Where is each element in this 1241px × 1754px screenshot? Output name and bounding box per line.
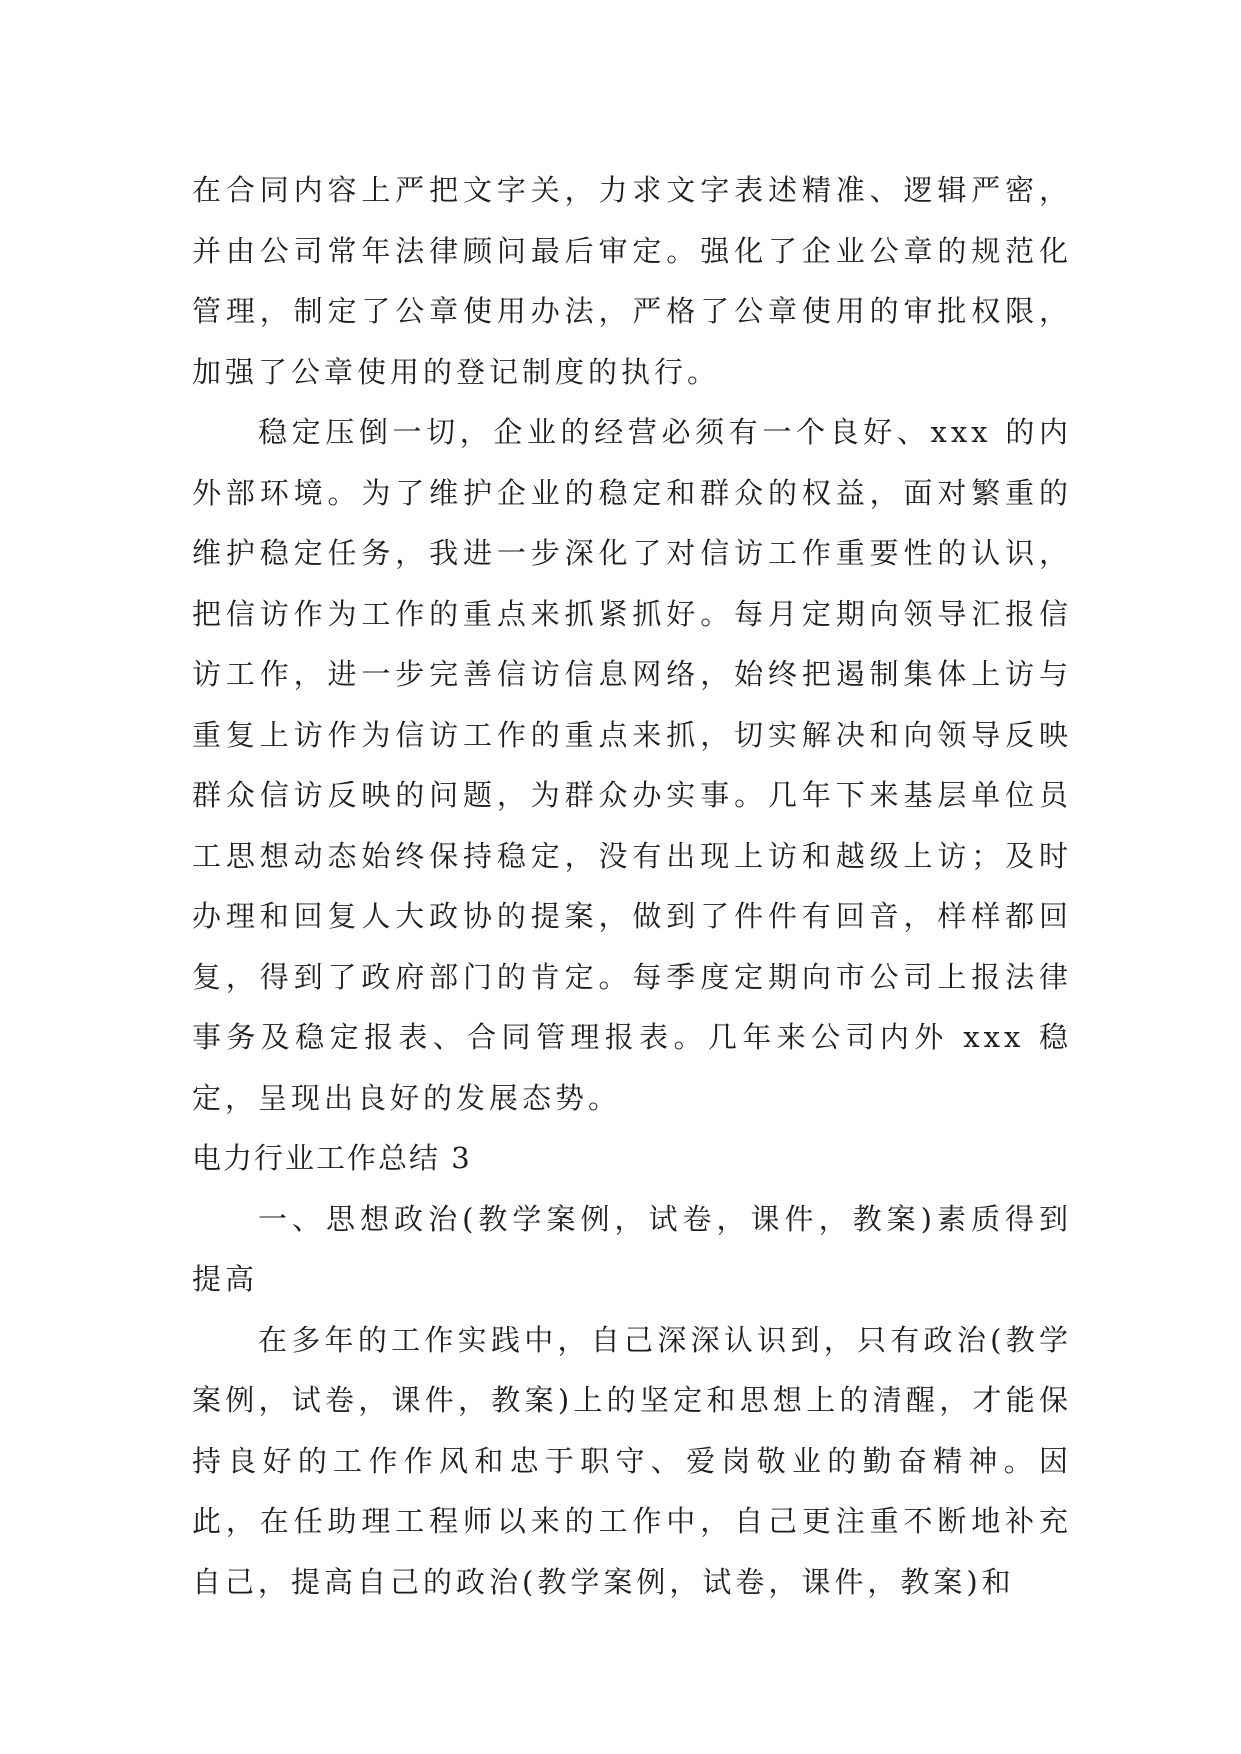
paragraph-stability: 稳定压倒一切，企业的经营必须有一个良好、xxx 的内外部环境。为了维护企业的稳定和群众的权益，面对繁重的维护稳定任务，我进一步深化了对信访工作重要性的认识，把信访作为工作的重点来抓紧抓好。每月定期向领导汇报信访工作，进一步完善信访信息网络，始终把遏制集体上访与重复上访作为信访工作的重点来抓，切实解决和向领导反映群众信访反映的问题，为群众办实事。几年下来基层单位员工思想动态始终保持稳定，没有出现上访和越级上访；及时办理和回复人大政协的提案，做到了件件有回音，样样都回复，得到了政府部门的肯定。每季度定期向市公司上报法律事务及稳定报表、合同管理报表。几年来公司内外 xxx 稳定，呈现出良好的发展态势。 xyxy=(192,415,1072,1115)
paragraph-work-practice: 在多年的工作实践中，自己深深认识到，只有政治(教学案例，试卷，课件，教案)上的坚定和思想上的清醒，才能保持良好的工作作风和忠于职守、爱岗敬业的勤奋精神。因此，在任助理工程师以来的工作中，自己更注重不断地补充自己，提高自己的政治(教学案例，试卷，课件，教案)和 xyxy=(192,1322,1072,1599)
document-body xyxy=(192,160,1072,1612)
paragraph-contract-review: 在合同内容上严把文字关，力求文字表述精准、逻辑严密，并由公司常年法律顾问最后审定。强化了企业公章的规范化管理，制定了公章使用办法，严格了公章使用的审批权限，加强了公章使用的登记制度的执行。 xyxy=(192,173,1072,389)
section-heading-political-quality: 一、思想政治(教学案例，试卷，课件，教案)素质得到提高 xyxy=(192,1201,1072,1296)
section-title: 电力行业工作总结 3 xyxy=(192,1141,472,1175)
